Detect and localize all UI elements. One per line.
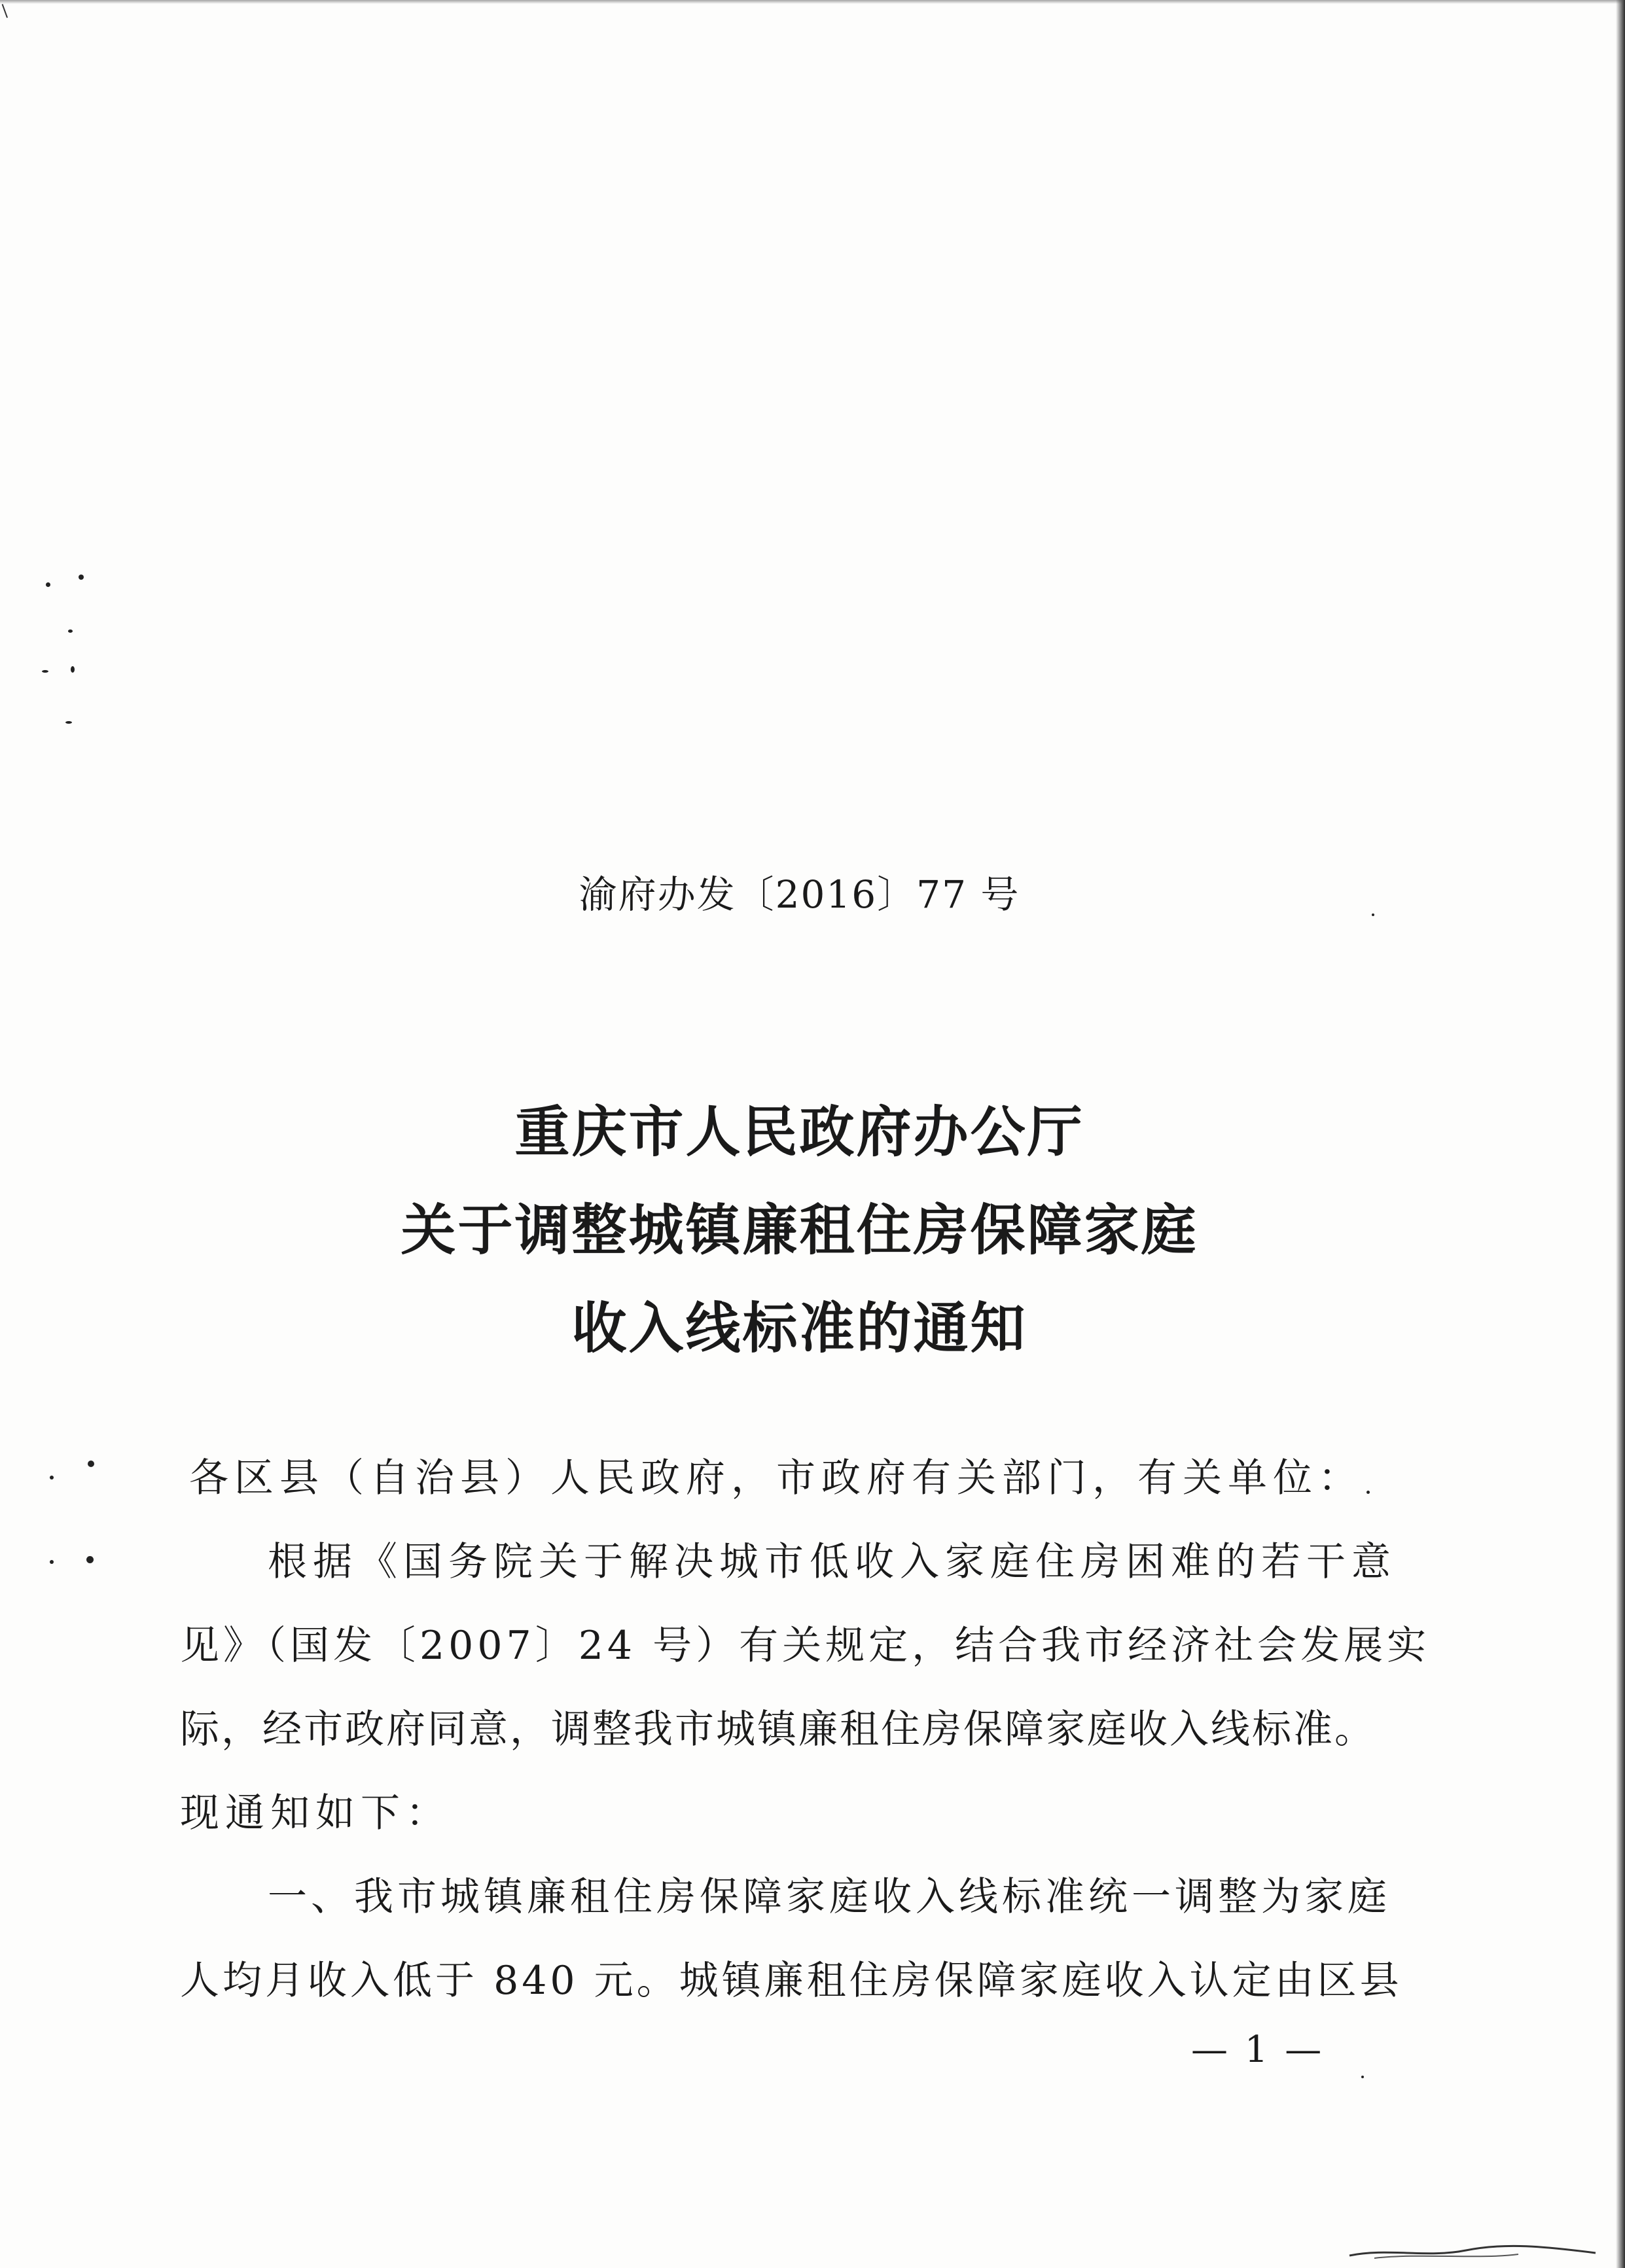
document-number: 渝府办发〔2016〕77 号 xyxy=(579,872,1020,917)
body-line: 现通知如下： xyxy=(180,1790,451,1836)
margin-speck xyxy=(42,670,48,673)
margin-speck xyxy=(46,582,50,587)
margin-speck xyxy=(1361,2076,1364,2078)
body-line: 见》（国发〔2007〕24 号）有关规定，结合我市经济社会发展实 xyxy=(180,1623,1431,1669)
document-body xyxy=(180,1436,1431,2023)
margin-speck xyxy=(68,629,73,633)
title-line-2: 关于调整城镇廉租住房保障家庭 xyxy=(401,1198,1198,1262)
margin-speck xyxy=(50,1476,54,1480)
title-line-3: 收入线标准的通知 xyxy=(571,1296,1027,1360)
title-line-1: 重庆市人民政府办公厅 xyxy=(514,1100,1084,1164)
document-title xyxy=(0,1083,1612,1377)
margin-speck xyxy=(88,1461,94,1467)
margin-speck xyxy=(71,666,75,673)
margin-speck xyxy=(65,721,72,724)
salutation: 各区县（自治县）人民政府，市政府有关部门，有关单位： xyxy=(189,1455,1363,1501)
margin-speck xyxy=(79,575,84,580)
scan-top-edge xyxy=(0,0,1625,4)
body-line: 一、我市城镇廉租住房保障家庭收入线标准统一调整为家庭 xyxy=(268,1874,1391,1920)
body-line: 际，经市政府同意，调整我市城镇廉租住房保障家庭收入线标准。 xyxy=(180,1707,1376,1752)
margin-speck xyxy=(50,1560,54,1564)
corner-mark xyxy=(2,2,14,18)
body-line: 人均月收入低于 840 元。城镇廉租住房保障家庭收入认定由区县 xyxy=(180,1958,1402,2004)
page-number: — 1 — xyxy=(1191,2029,1325,2071)
body-line: 根据《国务院关于解决城市低收入家庭住房困难的若干意 xyxy=(268,1539,1397,1585)
margin-speck xyxy=(86,1556,94,1563)
scan-right-edge xyxy=(1616,0,1625,2268)
bottom-edge-scribble xyxy=(1348,2241,1597,2261)
